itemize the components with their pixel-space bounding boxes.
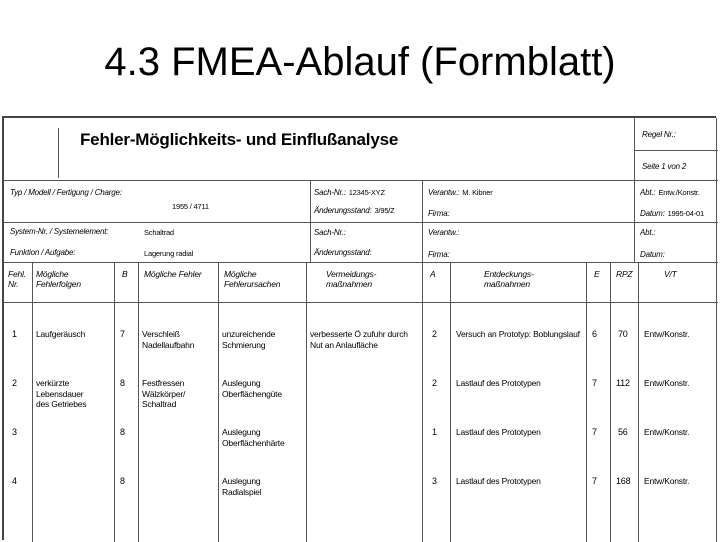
row3-e: 7 <box>592 427 597 437</box>
datum2-label: Datum: <box>640 250 665 259</box>
aenderung-label: Änderungsstand: 3/95/Z <box>314 206 395 215</box>
row4-vt: Entw/Konstr. <box>644 476 690 486</box>
firma2-label: Firma: <box>428 250 450 259</box>
typ-label: Typ / Modell / Fertigung / Charge: <box>10 188 122 197</box>
row2-vt: Entw/Konstr. <box>644 378 690 388</box>
divider <box>716 118 717 542</box>
system-value: Schaltrad <box>144 228 174 237</box>
col-header-rpz: RPZ <box>616 269 633 279</box>
row2-fehler: Festfressen Wälzkörper/ Schaltrad <box>142 378 186 409</box>
row1-b: 7 <box>120 329 125 339</box>
divider <box>450 262 451 542</box>
row2-rpz: 112 <box>616 378 630 388</box>
row2-folgen: verkürzte Lebensdauer des Getriebes <box>36 378 87 409</box>
row4-rpz: 168 <box>616 476 631 486</box>
sachnr2-label: Sach-Nr.: <box>314 228 346 237</box>
row3-b: 8 <box>120 427 125 437</box>
row2-entdeckung: Lastlauf des Prototypen <box>456 378 541 388</box>
verantw-label: Verantw.: M. Kibner <box>428 188 493 197</box>
form-title: Fehler-Möglichkeits- und Einflußanalyse <box>80 130 399 149</box>
col-header-entdeckung: Entdeckungs-maßnahmen <box>484 269 534 289</box>
divider <box>422 180 423 262</box>
row1-folgen: Laufgeräusch <box>36 329 86 339</box>
divider <box>306 262 307 542</box>
col-header-e: E <box>594 269 600 279</box>
verantw-value: M. Kibner <box>462 188 493 197</box>
row2-a: 2 <box>432 378 437 388</box>
divider <box>218 262 219 542</box>
divider <box>422 262 423 542</box>
aenderung-value: 3/95/Z <box>374 206 395 215</box>
col-header-vermeidung: Vermeidungs-maßnahmen <box>326 269 377 289</box>
fmea-form <box>2 116 716 540</box>
col-header-ursachen: Mögliche Fehlerursachen <box>224 269 281 289</box>
row1-e: 6 <box>592 329 597 339</box>
firma-label: Firma: <box>428 209 450 218</box>
row3-vt: Entw/Konstr. <box>644 427 690 437</box>
divider <box>634 150 718 151</box>
divider <box>4 180 718 181</box>
row2-nr: 2 <box>12 378 17 388</box>
row3-rpz: 56 <box>618 427 628 437</box>
verantw2-label: Verantw.: <box>428 228 460 237</box>
divider <box>310 180 311 262</box>
slide-title: 4.3 FMEA-Ablauf (Formblatt) <box>104 40 616 84</box>
row3-entdeckung: Lastlauf des Prototypen <box>456 427 541 437</box>
funktion-label: Funktion / Aufgabe: <box>10 248 76 257</box>
sachnr-label: Sach-Nr.: 12345-XYZ <box>314 188 385 197</box>
row1-vermeidung: verbesserte Ö zufuhr durch Nut an Anlaufläche <box>310 329 408 350</box>
abt-label: Abt.: Entw./Konstr. <box>640 188 700 197</box>
row1-rpz: 70 <box>618 329 628 339</box>
datum-value: 1995-04-01 <box>667 209 704 218</box>
divider <box>58 128 59 178</box>
row2-b: 8 <box>120 378 125 388</box>
row3-nr: 3 <box>12 427 17 437</box>
divider <box>586 262 587 542</box>
sachnr-value: 12345-XYZ <box>348 188 385 197</box>
row4-nr: 4 <box>12 476 17 486</box>
col-header-nr: Fehl. Nr. <box>8 269 26 289</box>
row2-ursachen: Auslegung Oberflächengüte <box>222 378 282 399</box>
col-header-a: A <box>430 269 436 279</box>
regel-label: Regel Nr.: <box>642 130 676 139</box>
col-header-b: B <box>122 269 128 279</box>
funktion-value: Lagerung radial <box>144 249 194 258</box>
row4-e: 7 <box>592 476 597 486</box>
datum-label: Datum: 1995-04-01 <box>640 209 704 218</box>
aenderung2-label: Änderungsstand: <box>314 248 372 257</box>
row1-vt: Entw/Konstr. <box>644 329 690 339</box>
row4-b: 8 <box>120 476 125 486</box>
row4-a: 3 <box>432 476 437 486</box>
divider <box>634 118 635 262</box>
divider <box>138 262 139 542</box>
col-header-fehler: Mögliche Fehler <box>144 269 202 279</box>
row1-a: 2 <box>432 329 437 339</box>
row1-nr: 1 <box>12 329 17 339</box>
row3-a: 1 <box>432 427 437 437</box>
page-indicator: Seite 1 von 2 <box>642 162 687 171</box>
row1-entdeckung: Versuch an Prototyp: Boblungslauf <box>456 329 580 339</box>
row1-fehler: Verschleiß Nadellaufbahn <box>142 329 195 350</box>
divider <box>610 262 611 542</box>
col-header-folgen: Mögliche Fehlerfolgen <box>36 269 81 289</box>
divider <box>4 222 718 223</box>
divider <box>32 262 33 542</box>
row1-ursachen: unzureichende Schmierung <box>222 329 276 350</box>
row4-entdeckung: Lastlauf des Prototypen <box>456 476 541 486</box>
divider <box>638 262 639 542</box>
abt2-label: Abt.: <box>640 228 656 237</box>
divider <box>114 262 115 542</box>
abt-value: Entw./Konstr. <box>658 188 700 197</box>
row2-e: 7 <box>592 378 597 388</box>
row4-ursachen: Auslegung Radialspiel <box>222 476 262 497</box>
row3-ursachen: Auslegung Oberflächenhärte <box>222 427 285 448</box>
col-header-vt: V/T <box>664 269 677 279</box>
system-label: System-Nr. / Systemelement: <box>10 227 109 236</box>
typ-value: 1955 / 4711 <box>172 202 209 211</box>
